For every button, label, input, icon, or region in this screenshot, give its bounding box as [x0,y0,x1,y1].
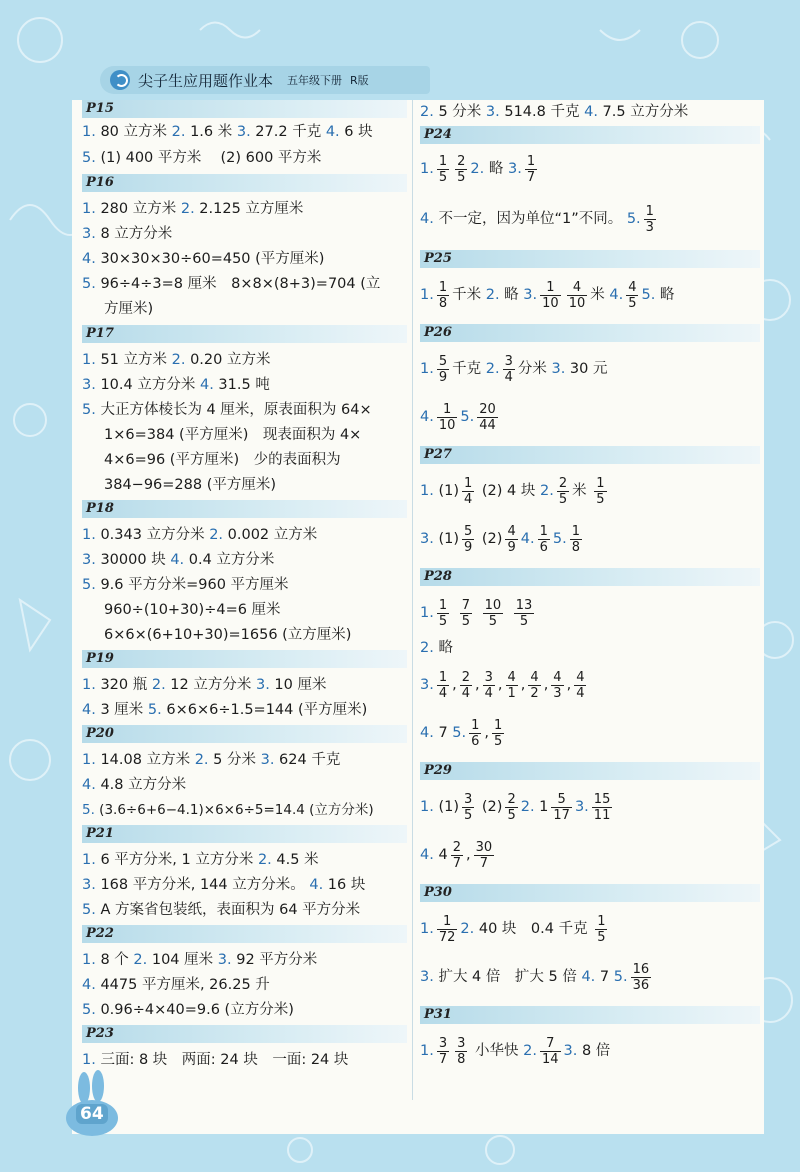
answer-line: 4. 4475 平方厘米, 26.25 升 [82,977,270,993]
fraction: $\frac{13}{5}$ [515,597,533,629]
fraction: $\frac{3}{5}$ [464,791,473,823]
answer-line: 1. $\frac{1}{8}$ 千米 2. 略 3. $\frac{1}{10}$ $\frac{4}{10}$ 米 4. $\frac{4}{5}$ 5. 略 [420,279,675,311]
answer-line: 6×6×(6+10+30)=1656 (立方厘米) [104,627,352,643]
fraction: $\frac{4}{5}$ [628,279,637,311]
fraction: $\frac{1}{72}$ [438,913,456,945]
section-header-p30: P30 [420,884,760,902]
answer-line: 1. 80 立方米 2. 1.6 米 3. 27.2 千克 4. 6 块 [82,124,373,140]
section-header-p31: P31 [420,1006,760,1024]
answer-line: 1. $\frac{5}{9}$ 千克 2. $\frac{3}{4}$ 分米 3. 30 元 [420,353,608,385]
answer-line: 4. $\frac{1}{10}$ 5. $\frac{20}{44}$ [420,401,496,433]
answer-line: 5. 96÷4÷3=8 厘米 8×8×(8+3)=704 (立 [82,276,381,292]
section-header-p15: P15 [82,100,407,118]
section-header-p17: P17 [82,325,407,343]
answer-line: 1. (1) $\frac{3}{5}$ (2) $\frac{2}{5}$ 2. 1 $\frac{5}{17}$ 3. $\frac{15}{11}$ [420,791,611,823]
fraction: $\frac{10}{5}$ [484,597,502,629]
answer-line: 5. (1) 400 平方米 (2) 600 平方米 [82,150,322,166]
answer-line: 3. $\frac{1}{4}$ , $\frac{2}{4}$ , $\frac{3}{4}$ , $\frac{4}{1}$ , $\frac{4}{2}$ , $\frac{4}{3}$ , $\frac{4}{4}$ [420,669,585,701]
fraction: $\frac{2}{5}$ [507,791,516,823]
fraction: $\frac{3}{4}$ [484,669,493,701]
fraction: $\frac{5}{9}$ [438,353,448,385]
fraction: $\frac{4}{3}$ [553,669,562,701]
answer-line: 1. (1) $\frac{1}{4}$ (2) 4 块 2. $\frac{2}{5}$ 米 $\frac{1}{5}$ [420,475,605,507]
answer-line: 5. A 方案省包装纸，表面积为 64 平方分米 [82,902,361,918]
answer-line: 2. 略 [420,640,453,656]
answer-line: 1. $\frac{1}{5}$ $\frac{2}{5}$ 2. 略 3. $\frac{1}{7}$ [420,153,536,185]
fraction: $\frac{1}{8}$ [438,279,448,311]
answer-line: 5. 大正方体棱长为 4 厘米，原表面积为 64× [82,402,372,418]
fraction: $\frac{5}{17}$ [553,791,570,823]
fraction: $\frac{1}{10}$ [438,401,456,433]
section-header-p26: P26 [420,324,760,342]
answer-line: 5. 0.96÷4×40=9.6 (立方分米) [82,1002,294,1018]
answer-line: 1. 320 瓶 2. 12 立方分米 3. 10 厘米 [82,677,327,693]
answer-line: 1. $\frac{3}{7}$ $\frac{3}{8}$ 小华快 2. $\frac{7}{14}$ 3. 8 倍 [420,1035,611,1067]
section-header-p25: P25 [420,250,760,268]
answer-line: 2. 5 分米 3. 514.8 千克 4. 7.5 立方分米 [420,104,689,120]
answer-line: 1. 6 平方分米, 1 立方分米 2. 4.5 米 [82,852,319,868]
fraction: $\frac{20}{44}$ [479,401,496,433]
section-header-p24: P24 [420,126,760,144]
answer-line: 1. 0.343 立方分米 2. 0.002 立方米 [82,527,318,543]
fraction: $\frac{1}{5}$ [438,153,448,185]
fraction: $\frac{1}{4}$ [464,475,473,507]
answer-line: 4. 7 5. $\frac{1}{6}$ , $\frac{1}{5}$ [420,717,503,749]
section-header-p16: P16 [82,174,407,192]
column-divider [412,100,413,1100]
answer-line: 1. $\frac{1}{5}$ $\frac{7}{5}$ $\frac{10}{5}$ $\frac{13}{5}$ [420,597,533,629]
answer-line: 960÷(10+30)÷4=6 厘米 [104,602,281,618]
answer-line: 4. 4.8 立方分米 [82,777,187,793]
fraction: $\frac{1}{3}$ [645,203,654,235]
section-header-p22: P22 [82,925,407,943]
fraction: $\frac{30}{7}$ [475,839,493,871]
answer-line: 384−96=288 (平方厘米) [104,477,277,493]
fraction: $\frac{4}{2}$ [530,669,539,701]
fraction: $\frac{16}{36}$ [632,961,650,993]
section-header-p23: P23 [82,1025,407,1043]
answer-line: 1. $\frac{1}{72}$ 2. 40 块 0.4 千克 $\frac{1}{5}$ [420,913,606,945]
answer-line: 4. 不一定，因为单位“1”不同。 5. $\frac{1}{3}$ [420,203,654,235]
answer-line: 方厘米) [104,301,154,317]
fraction: $\frac{1}{10}$ [542,279,559,311]
fraction: $\frac{1}{5}$ [494,717,503,749]
section-header-p18: P18 [82,500,407,518]
fraction: $\frac{1}{6}$ [471,717,480,749]
fraction: $\frac{4}{10}$ [568,279,586,311]
fraction: $\frac{2}{5}$ [457,153,466,185]
fraction: $\frac{2}{4}$ [461,669,471,701]
answer-line: 5. (3.6÷6+6−4.1)×6×6÷5=14.4 (立方分米) [82,802,374,818]
book-header [100,66,430,94]
answer-line: 1. 51 立方米 2. 0.20 立方米 [82,352,271,368]
answer-line: 3. 168 平方分米, 144 立方分米。 4. 16 块 [82,877,366,893]
fraction: $\frac{15}{11}$ [593,791,611,823]
fraction: $\frac{3}{4}$ [504,353,513,385]
edition-label: R版 [350,74,369,87]
answer-line: 4. 4 $\frac{2}{7}$ , $\frac{30}{7}$ [420,839,493,871]
page-number: 64 [76,1104,108,1124]
answer-line: 3. (1) $\frac{5}{9}$ (2) $\frac{4}{9}$ 4. $\frac{1}{6}$ 5. $\frac{1}{8}$ [420,523,580,555]
answer-line: 1. 三面: 8 块 两面: 24 块 一面: 24 块 [82,1052,349,1068]
book-title: 尖子生应用题作业本 [138,71,274,90]
answer-line: 4. 30×30×30÷60=450 (平方厘米) [82,251,325,267]
answer-line: 3. 30000 块 4. 0.4 立方分米 [82,552,275,568]
logo-icon [110,70,130,90]
section-header-p28: P28 [420,568,760,586]
fraction: $\frac{1}{8}$ [571,523,580,555]
grade-label: 五年级下册 [287,74,343,87]
answer-line: 3. 扩大 4 倍 扩大 5 倍 4. 7 5. $\frac{16}{36}$ [420,961,650,993]
answer-line: 4×6=96 (平方厘米) 少的表面积为 [104,452,341,468]
fraction: $\frac{2}{7}$ [452,839,461,871]
fraction: $\frac{5}{9}$ [464,523,473,555]
fraction: $\frac{1}{5}$ [597,913,606,945]
answer-line: 1. 14.08 立方米 2. 5 分米 3. 624 千克 [82,752,341,768]
section-header-p29: P29 [420,762,760,780]
fraction: $\frac{3}{7}$ [438,1035,448,1067]
answer-line: 5. 9.6 平方分米=960 平方厘米 [82,577,289,593]
fraction: $\frac{7}{5}$ [461,597,471,629]
fraction: $\frac{1}{4}$ [438,669,448,701]
fraction: $\frac{4}{4}$ [576,669,585,701]
answer-line: 1. 280 立方米 2. 2.125 立方厘米 [82,201,304,217]
section-header-p21: P21 [82,825,407,843]
answer-line: 1×6=384 (平方厘米) 现表面积为 4× [104,427,362,443]
fraction: $\frac{1}{5}$ [596,475,605,507]
answer-line: 3. 10.4 立方分米 4. 31.5 吨 [82,377,270,393]
fraction: $\frac{4}{9}$ [507,523,516,555]
fraction: $\frac{1}{5}$ [438,597,448,629]
fraction: $\frac{7}{14}$ [541,1035,559,1067]
section-header-p19: P19 [82,650,407,668]
fraction: $\frac{1}{6}$ [539,523,548,555]
fraction: $\frac{4}{1}$ [507,669,516,701]
answer-line: 3. 8 立方分米 [82,226,173,242]
fraction: $\frac{1}{7}$ [526,153,536,185]
fraction: $\frac{3}{8}$ [457,1035,466,1067]
section-header-p27: P27 [420,446,760,464]
answer-line: 1. 8 个 2. 104 厘米 3. 92 平方分米 [82,952,318,968]
section-header-p20: P20 [82,725,407,743]
fraction: $\frac{2}{5}$ [558,475,568,507]
answer-line: 4. 3 厘米 5. 6×6×6÷1.5=144 (平方厘米) [82,702,368,718]
